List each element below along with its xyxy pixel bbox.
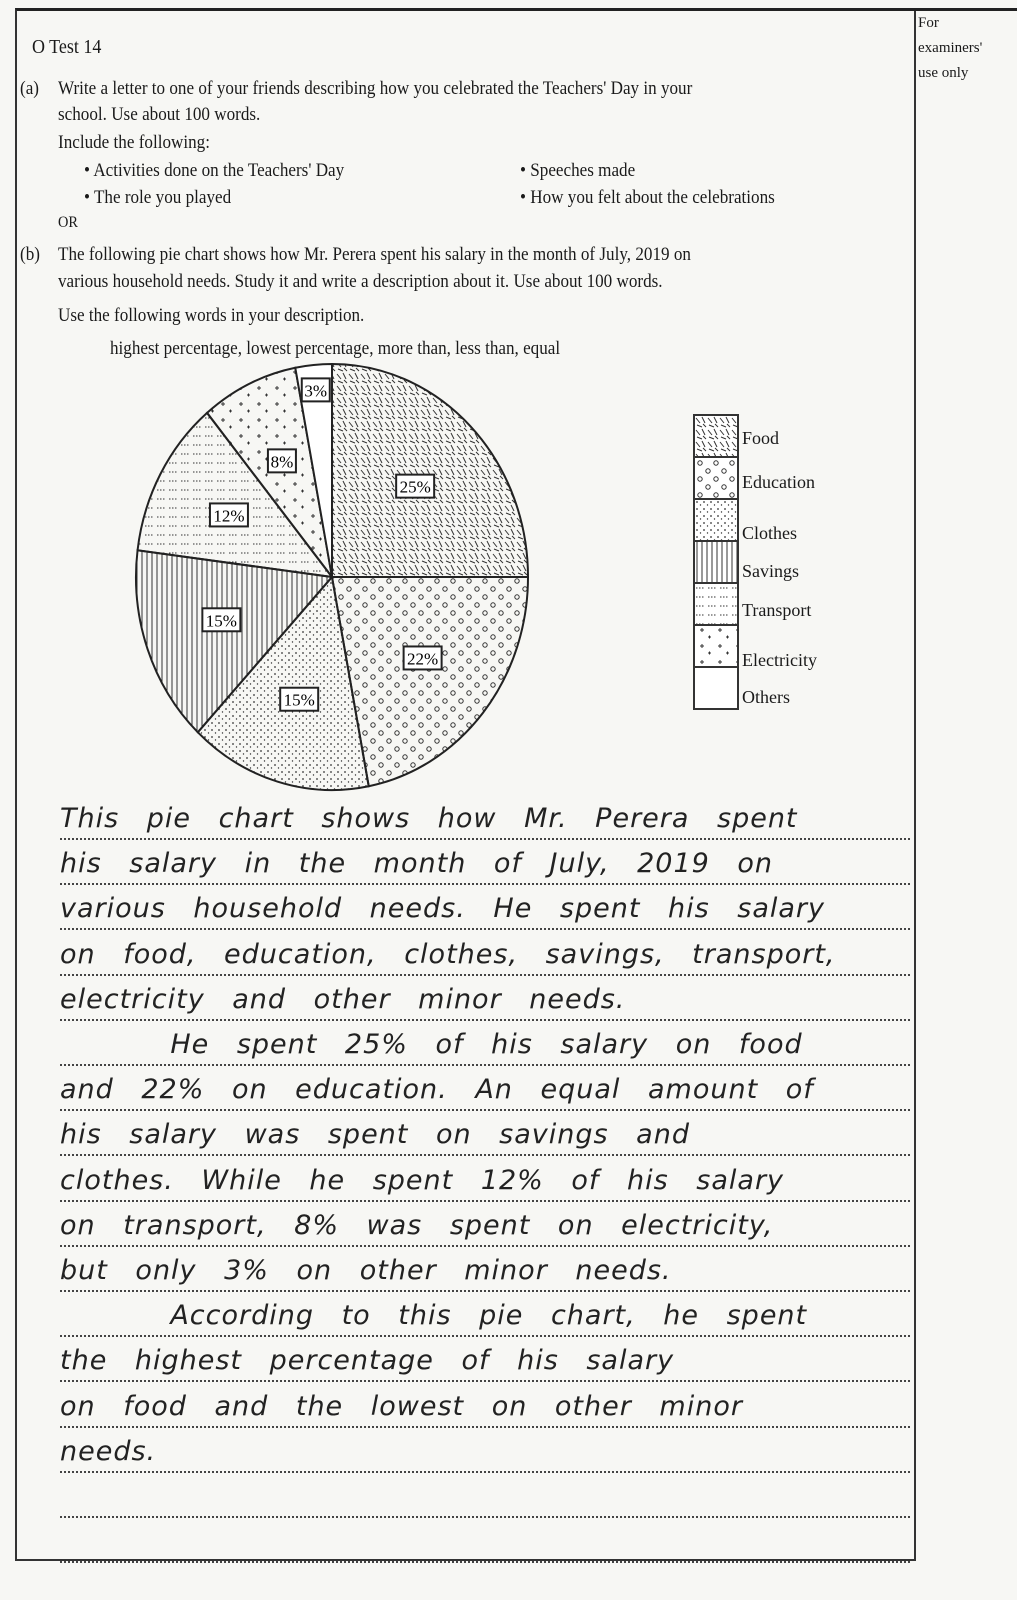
legend-label-electricity: Electricity	[742, 650, 817, 670]
slice-label: 22%	[407, 649, 439, 669]
slice-label: 15%	[205, 611, 237, 631]
answer-line: needs.	[60, 1433, 910, 1473]
answer-line: his salary in the month of July, 2019 on	[60, 845, 910, 885]
legend-swatch-food	[695, 416, 737, 458]
answer-line: his salary was spent on savings and	[60, 1116, 910, 1156]
answer-line: on food, education, clothes, savings, transport,	[60, 936, 910, 976]
answer-line: but only 3% on other minor needs.	[60, 1252, 910, 1292]
slice-label: 25%	[399, 477, 431, 497]
slice-label: 15%	[283, 690, 315, 710]
part-b-words: highest percentage, lowest percentage, more than, less than, equal	[110, 338, 561, 359]
answer-line	[60, 1478, 910, 1518]
bullet-activities: • Activities done on the Teachers' Day	[84, 160, 345, 181]
legend-swatch-education	[695, 458, 737, 500]
answer-line: and 22% on education. An equal amount of	[60, 1071, 910, 1111]
slice-label: 8%	[270, 452, 294, 472]
bullet-speeches: • Speeches made	[520, 160, 636, 181]
legend-swatch-clothes	[695, 500, 737, 542]
answer-line: This pie chart shows how Mr. Perera spent	[60, 800, 910, 840]
slice-label: 12%	[213, 506, 245, 526]
part-b-line1: The following pie chart shows how Mr. Perera spent his salary in the month of July, 2019 on	[58, 244, 691, 265]
answer-line: the highest percentage of his salary	[60, 1342, 910, 1382]
legend-label-others: Others	[742, 687, 790, 707]
legend-swatch-transport	[695, 584, 737, 626]
examiners-label-1: For	[918, 15, 939, 31]
part-a-include: Include the following:	[58, 132, 210, 153]
chart-legend	[693, 414, 739, 710]
part-a-label: (a)	[20, 78, 39, 99]
examiners-label-3: use only	[918, 65, 969, 81]
bullet-role: • The role you played	[84, 187, 232, 208]
legend-label-transport: Transport	[742, 600, 812, 620]
answer-line: He spent 25% of his salary on food	[60, 1026, 910, 1066]
answer-line: According to this pie chart, he spent	[60, 1297, 910, 1337]
answer-line: on food and the lowest on other minor	[60, 1388, 910, 1428]
answer-line: various household needs. He spent his salary	[60, 890, 910, 930]
legend-label-food: Food	[742, 428, 780, 448]
or-label: OR	[58, 214, 79, 231]
answer-line: electricity and other minor needs.	[60, 981, 910, 1021]
legend-swatch-electricity	[695, 626, 737, 668]
legend-swatch-savings	[695, 542, 737, 584]
legend-swatch-others	[695, 668, 737, 708]
pie-slice-food	[332, 364, 528, 577]
legend-label-education: Education	[742, 472, 815, 492]
test-title: O Test 14	[32, 36, 102, 58]
answer-line: clothes. While he spent 12% of his salary	[60, 1162, 910, 1202]
legend-label-clothes: Clothes	[742, 523, 798, 543]
part-b-label: (b)	[20, 244, 40, 265]
bullet-feelings: • How you felt about the celebrations	[520, 187, 775, 208]
part-b-instruction: Use the following words in your description.	[58, 305, 365, 326]
part-b-line2: various household needs. Study it and write a description about it. Use about 100 words.	[58, 271, 663, 292]
answer-line	[60, 1523, 910, 1563]
legend-label-savings: Savings	[742, 561, 800, 581]
part-a-line2: school. Use about 100 words.	[58, 104, 261, 125]
slice-label: 3%	[304, 381, 328, 401]
answer-line: on transport, 8% was spent on electricity,	[60, 1207, 910, 1247]
part-a-line1: Write a letter to one of your friends describing how you celebrated the Teachers' Day in your	[58, 78, 693, 99]
examiners-label-2: examiners'	[918, 40, 983, 56]
